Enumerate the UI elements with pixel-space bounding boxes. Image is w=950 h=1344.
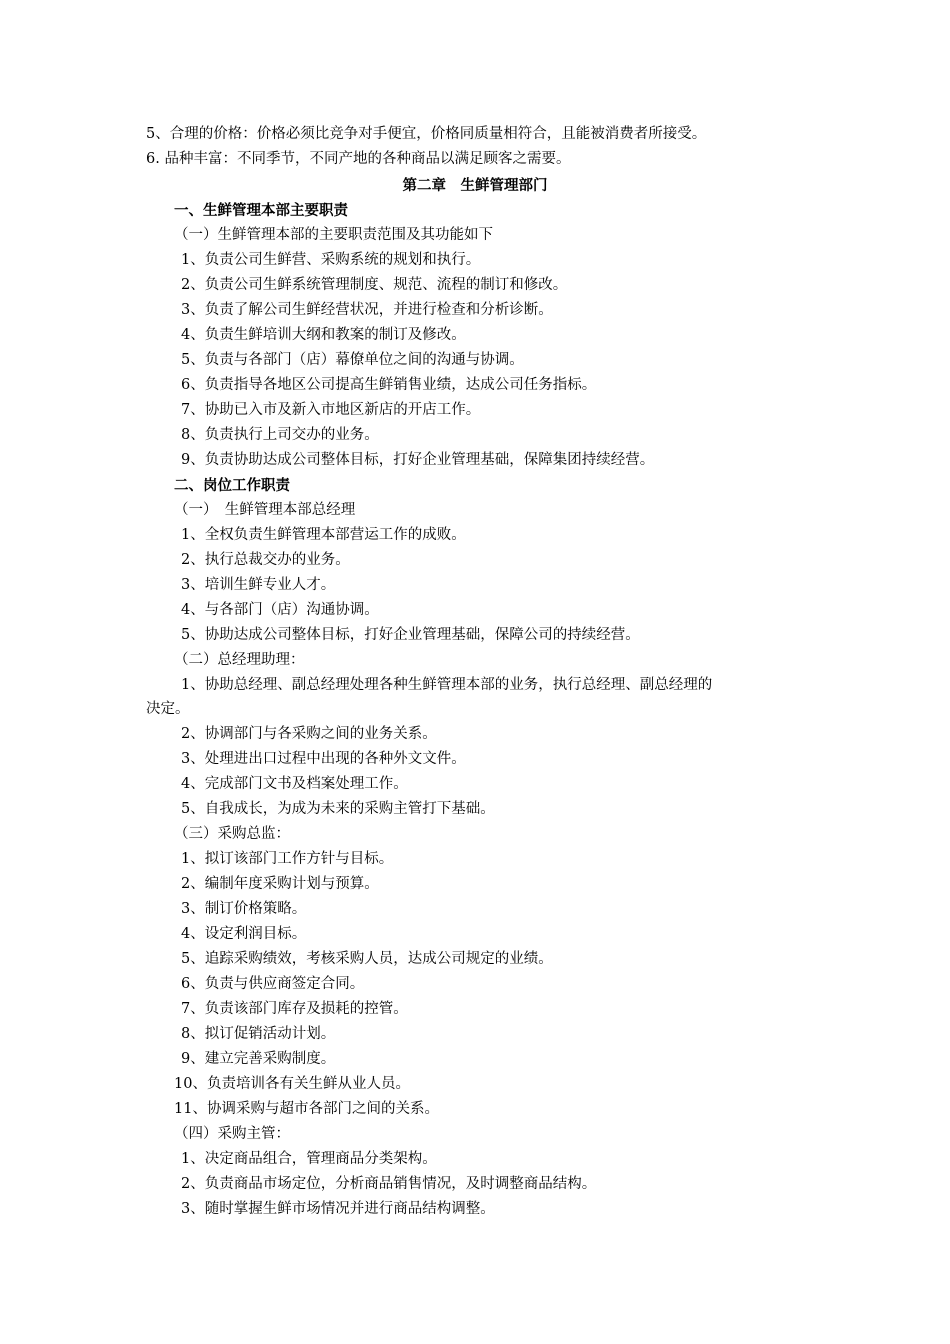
list-item: 9、负责协助达成公司整体目标，打好企业管理基础，保障集团持续经营。 (181, 452, 655, 468)
list-item: 1、协助总经理、副总经理处理各种生鲜管理本部的业务，执行总经理、副总经理的 (181, 677, 713, 693)
list-item: 5、负责与各部门（店）幕僚单位之间的沟通与协调。 (181, 352, 524, 368)
list-item: 4、与各部门（店）沟通协调。 (181, 602, 379, 618)
list-item: 11、协调采购与超市各部门之间的关系。 (174, 1101, 439, 1117)
chapter-title: 第二章 生鲜管理部门 (402, 177, 548, 194)
list-item: 6、负责与供应商签定合同。 (181, 976, 365, 992)
list-item: 4、完成部门文书及档案处理工作。 (181, 776, 408, 792)
list-item: 3、培训生鲜专业人才。 (181, 577, 336, 593)
list-item: 1、决定商品组合，管理商品分类架构。 (181, 1151, 437, 1167)
list-item: 2、负责商品市场定位，分析商品销售情况，及时调整商品结构。 (181, 1176, 597, 1192)
list-item: 9、建立完善采购制度。 (181, 1051, 336, 1067)
section-heading: 一、生鲜管理本部主要职责 (174, 202, 348, 219)
text-line: 5、合理的价格：价格必须比竞争对手便宜，价格同质量相符合，且能被消费者所接受。 (146, 126, 707, 142)
list-item: 4、设定利润目标。 (181, 926, 307, 942)
list-item: 3、制订价格策略。 (181, 901, 307, 917)
list-item: 2、协调部门与各采购之间的业务关系。 (181, 726, 437, 742)
list-item: 10、负责培训各有关生鲜从业人员。 (174, 1076, 410, 1092)
section-heading: 二、岗位工作职责 (174, 477, 290, 494)
subsection-heading: （一） 生鲜管理本部总经理 (174, 502, 356, 518)
list-item: 3、处理进出口过程中出现的各种外文文件。 (181, 751, 466, 767)
list-item: 5、追踪采购绩效，考核采购人员，达成公司规定的业绩。 (181, 951, 553, 967)
subsection-heading: （三）采购总监： (174, 826, 290, 842)
list-item: 5、协助达成公司整体目标，打好企业管理基础，保障公司的持续经营。 (181, 627, 640, 643)
list-item: 2、执行总裁交办的业务。 (181, 552, 350, 568)
text-line: 6. 品种丰富：不同季节，不同产地的各种商品以满足顾客之需要。 (146, 151, 571, 167)
list-item: 1、全权负责生鲜管理本部营运工作的成败。 (181, 527, 466, 543)
list-item: 1、拟订该部门工作方针与目标。 (181, 851, 394, 867)
subsection-heading: （四）采购主管： (174, 1126, 290, 1142)
list-item: 8、拟订促销活动计划。 (181, 1026, 336, 1042)
list-item: 5、自我成长，为成为未来的采购主管打下基础。 (181, 801, 495, 817)
list-item: 1、负责公司生鲜营、采购系统的规划和执行。 (181, 252, 481, 268)
list-item: 2、负责公司生鲜系统管理制度、规范、流程的制订和修改。 (181, 277, 568, 293)
list-item: 3、负责了解公司生鲜经营状况，并进行检查和分析诊断。 (181, 302, 553, 318)
list-item-continuation: 决定。 (146, 701, 190, 717)
list-item: 2、编制年度采购计划与预算。 (181, 876, 379, 892)
list-item: 7、协助已入市及新入市地区新店的开店工作。 (181, 402, 481, 418)
list-item: 3、随时掌握生鲜市场情况并进行商品结构调整。 (181, 1201, 495, 1217)
list-item: 7、负责该部门库存及损耗的控管。 (181, 1001, 408, 1017)
subsection-heading: （一）生鲜管理本部的主要职责范围及其功能如下 (174, 227, 493, 243)
list-item: 6、负责指导各地区公司提高生鲜销售业绩，达成公司任务指标。 (181, 377, 597, 393)
list-item: 8、负责执行上司交办的业务。 (181, 427, 379, 443)
subsection-heading: （二）总经理助理： (174, 652, 305, 668)
list-item: 4、负责生鲜培训大纲和教案的制订及修改。 (181, 327, 466, 343)
